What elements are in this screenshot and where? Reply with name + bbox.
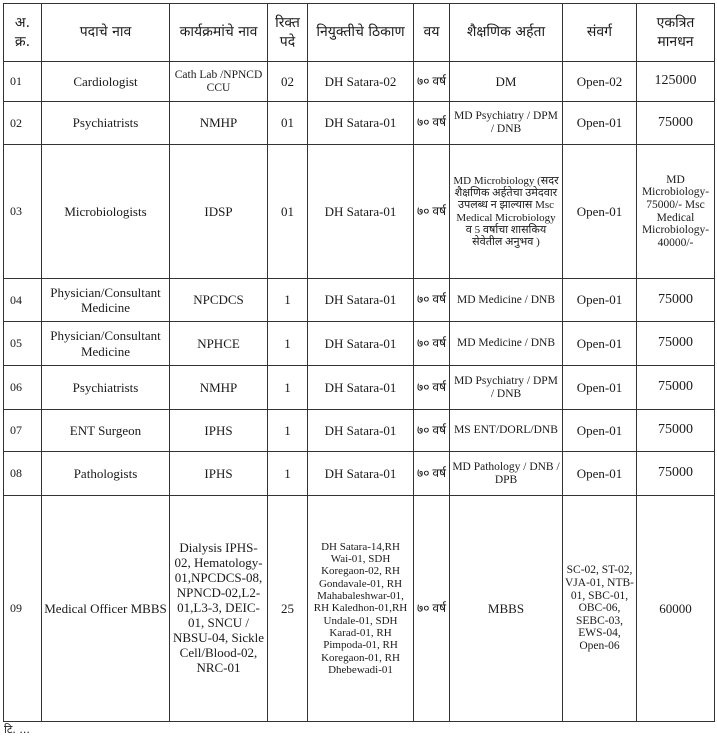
table-row: [4, 452, 715, 496]
header-row: [4, 4, 715, 62]
cell-program: NMHP: [170, 102, 268, 145]
cell-vacancies: 1: [268, 279, 308, 322]
table-row: [4, 102, 715, 145]
cell-location: DH Satara-02: [308, 62, 414, 102]
table-row: [4, 496, 715, 722]
cell-program: IDSP: [170, 145, 268, 279]
cell-qualification: MD Microbiology (सदर शैक्षणिक अर्हतेचा उमेदवार उपलब्ध न झाल्यास Msc Medical Microbiology व 5 वर्षाचा शासकिय सेवेतील अनुभव ): [450, 145, 563, 279]
cell-qualification: MD Pathology / DNB / DPB: [450, 452, 563, 496]
cell-location: DH Satara-01: [308, 322, 414, 366]
cell-sr: 01: [4, 62, 42, 102]
cell-vacancies: 25: [268, 496, 308, 722]
cell-salary: 75000: [637, 279, 715, 322]
header-age: वय: [414, 4, 450, 62]
footer-note: टि. ...: [4, 723, 30, 736]
header-post: पदाचे नाव: [42, 4, 170, 62]
cell-qualification: MD Psychiatry / DPM / DNB: [450, 366, 563, 410]
cell-sr: 08: [4, 452, 42, 496]
cell-salary: 75000: [637, 102, 715, 145]
cell-age: ७० वर्ष: [414, 102, 450, 145]
cell-program: NMHP: [170, 366, 268, 410]
cell-sr: 06: [4, 366, 42, 410]
cell-vacancies: 02: [268, 62, 308, 102]
cell-sr: 03: [4, 145, 42, 279]
header-sr: अ. क्र.: [4, 4, 42, 62]
cell-post: Physician/Consultant Medicine: [42, 322, 170, 366]
cell-age: ७० वर्ष: [414, 496, 450, 722]
cell-qualification: MBBS: [450, 496, 563, 722]
cell-program: NPHCE: [170, 322, 268, 366]
cell-program: Cath Lab /NPNCD CCU: [170, 62, 268, 102]
cell-category: Open-01: [563, 145, 637, 279]
cell-category: Open-02: [563, 62, 637, 102]
cell-post: Microbiologists: [42, 145, 170, 279]
cell-sr: 09: [4, 496, 42, 722]
header-program: कार्यक्रमांचे नाव: [170, 4, 268, 62]
cell-salary: 75000: [637, 366, 715, 410]
header-salary: एकत्रित मानधन: [637, 4, 715, 62]
header-location: नियुक्तीचे ठिकाण: [308, 4, 414, 62]
cell-category: Open-01: [563, 366, 637, 410]
cell-sr: 04: [4, 279, 42, 322]
cell-salary: 75000: [637, 410, 715, 452]
table-row: [4, 366, 715, 410]
cell-location: DH Satara-01: [308, 366, 414, 410]
cell-sr: 02: [4, 102, 42, 145]
cell-vacancies: 01: [268, 102, 308, 145]
cell-vacancies: 1: [268, 322, 308, 366]
cell-post: Physician/Consultant Medicine: [42, 279, 170, 322]
header-qualification: शैक्षणिक अर्हता: [450, 4, 563, 62]
cell-category: Open-01: [563, 452, 637, 496]
table-row: [4, 62, 715, 102]
cell-post: Psychiatrists: [42, 366, 170, 410]
cell-category: Open-01: [563, 102, 637, 145]
cell-age: ७० वर्ष: [414, 279, 450, 322]
cell-location: DH Satara-01: [308, 102, 414, 145]
cell-qualification: MD Psychiatry / DPM / DNB: [450, 102, 563, 145]
cell-location: DH Satara-01: [308, 410, 414, 452]
cell-post: Medical Officer MBBS: [42, 496, 170, 722]
table-row: [4, 145, 715, 279]
cell-vacancies: 1: [268, 410, 308, 452]
cell-vacancies: 01: [268, 145, 308, 279]
cell-age: ७० वर्ष: [414, 322, 450, 366]
cell-age: ७० वर्ष: [414, 145, 450, 279]
table-row: [4, 322, 715, 366]
cell-sr: 07: [4, 410, 42, 452]
cell-location: DH Satara-14,RH Wai-01, SDH Koregaon-02, RH Gondavale-01, RH Mahabaleshwar-01, RH Kaledhon-01,RH Undale-01, SDH Karad-01, RH Pimpoda-01, RH Koregaon-01, RH Dhebewadi-01: [308, 496, 414, 722]
cell-salary: 60000: [637, 496, 715, 722]
cell-qualification: MD Medicine / DNB: [450, 322, 563, 366]
cell-sr: 05: [4, 322, 42, 366]
cell-post: Pathologists: [42, 452, 170, 496]
cell-age: ७० वर्ष: [414, 410, 450, 452]
header-vacancies: रिक्त पदे: [268, 4, 308, 62]
cell-salary: 75000: [637, 452, 715, 496]
cell-category: Open-01: [563, 410, 637, 452]
cell-vacancies: 1: [268, 366, 308, 410]
cell-qualification: MS ENT/DORL/DNB: [450, 410, 563, 452]
cell-qualification: MD Medicine / DNB: [450, 279, 563, 322]
cell-program: NPCDCS: [170, 279, 268, 322]
cell-location: DH Satara-01: [308, 145, 414, 279]
cell-age: ७० वर्ष: [414, 366, 450, 410]
cell-salary: 125000: [637, 62, 715, 102]
cell-program: IPHS: [170, 452, 268, 496]
cell-vacancies: 1: [268, 452, 308, 496]
cell-program: Dialysis IPHS-02, Hematology-01,NPCDCS-08, NPNCD-02,L2-01,L3-3, DEIC-01, SNCU / NBSU-04, Sickle Cell/Blood-02, NRC-01: [170, 496, 268, 722]
cell-location: DH Satara-01: [308, 452, 414, 496]
cell-category: Open-01: [563, 322, 637, 366]
cell-qualification: DM: [450, 62, 563, 102]
cell-post: Cardiologist: [42, 62, 170, 102]
cell-post: Psychiatrists: [42, 102, 170, 145]
header-category: संवर्ग: [563, 4, 637, 62]
cell-salary: MD Microbiology- 75000/- Msc Medical Microbiology- 40000/-: [637, 145, 715, 279]
cell-category: Open-01: [563, 279, 637, 322]
recruitment-table: [3, 3, 715, 722]
cell-salary: 75000: [637, 322, 715, 366]
table-row: [4, 410, 715, 452]
cell-age: ७० वर्ष: [414, 62, 450, 102]
cell-location: DH Satara-01: [308, 279, 414, 322]
table-row: [4, 279, 715, 322]
cell-age: ७० वर्ष: [414, 452, 450, 496]
cell-program: IPHS: [170, 410, 268, 452]
cell-post: ENT Surgeon: [42, 410, 170, 452]
cell-category: SC-02, ST-02, VJA-01, NTB-01, SBC-01, OBC-06, SEBC-03, EWS-04, Open-06: [563, 496, 637, 722]
